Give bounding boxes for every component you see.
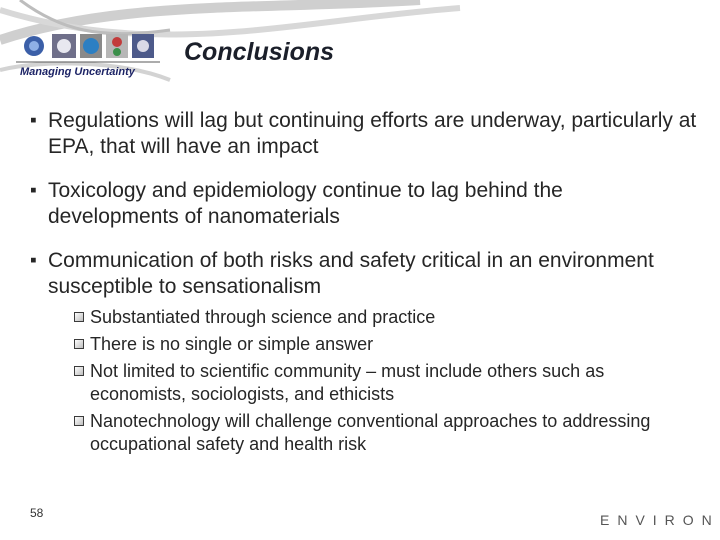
square-bullet-icon: ▪ xyxy=(30,110,37,131)
sub-bullet-text: Not limited to scientific community – must include others such as economists, sociologists, and ethicists xyxy=(90,361,605,404)
logo-caption: Managing Uncertainty xyxy=(20,66,135,78)
q-checkbox-bullet-icon xyxy=(74,339,84,349)
molecule-tiles-icon xyxy=(16,28,160,68)
sub-bullet-item xyxy=(74,360,698,406)
q-checkbox-bullet-icon xyxy=(74,312,84,322)
square-bullet-icon: ▪ xyxy=(30,180,37,201)
sub-bullet-text: There is no single or simple answer xyxy=(90,334,374,354)
header-banner xyxy=(0,0,720,92)
sub-bullet-item xyxy=(74,410,698,456)
environ-logo: ENVIRON xyxy=(600,512,720,528)
sub-bullet-list xyxy=(74,306,698,456)
sub-bullet-item xyxy=(74,333,698,356)
page-number: 58 xyxy=(30,506,44,520)
sub-bullet-item xyxy=(74,306,698,329)
square-bullet-icon: ▪ xyxy=(30,250,37,271)
q-checkbox-bullet-icon xyxy=(74,416,84,426)
q-checkbox-bullet-icon xyxy=(74,366,84,376)
bullet-item xyxy=(30,178,698,230)
bullet-text: Regulations will lag but continuing efforts are underway, particularly at EPA, that will have an impact xyxy=(48,109,697,158)
slide-title: Conclusions xyxy=(184,38,335,66)
bullet-item xyxy=(30,248,698,456)
bullet-text: Toxicology and epidemiology continue to lag behind the developments of nanomaterials xyxy=(48,179,563,228)
bullet-list xyxy=(30,108,698,460)
bullet-item xyxy=(30,108,698,160)
bullet-text: Communication of both risks and safety critical in an environment susceptible to sensationalism xyxy=(48,249,654,298)
sub-bullet-text: Substantiated through science and practice xyxy=(90,307,436,327)
sub-bullet-text: Nanotechnology will challenge conventional approaches to addressing occupational safety and health risk xyxy=(90,411,651,454)
